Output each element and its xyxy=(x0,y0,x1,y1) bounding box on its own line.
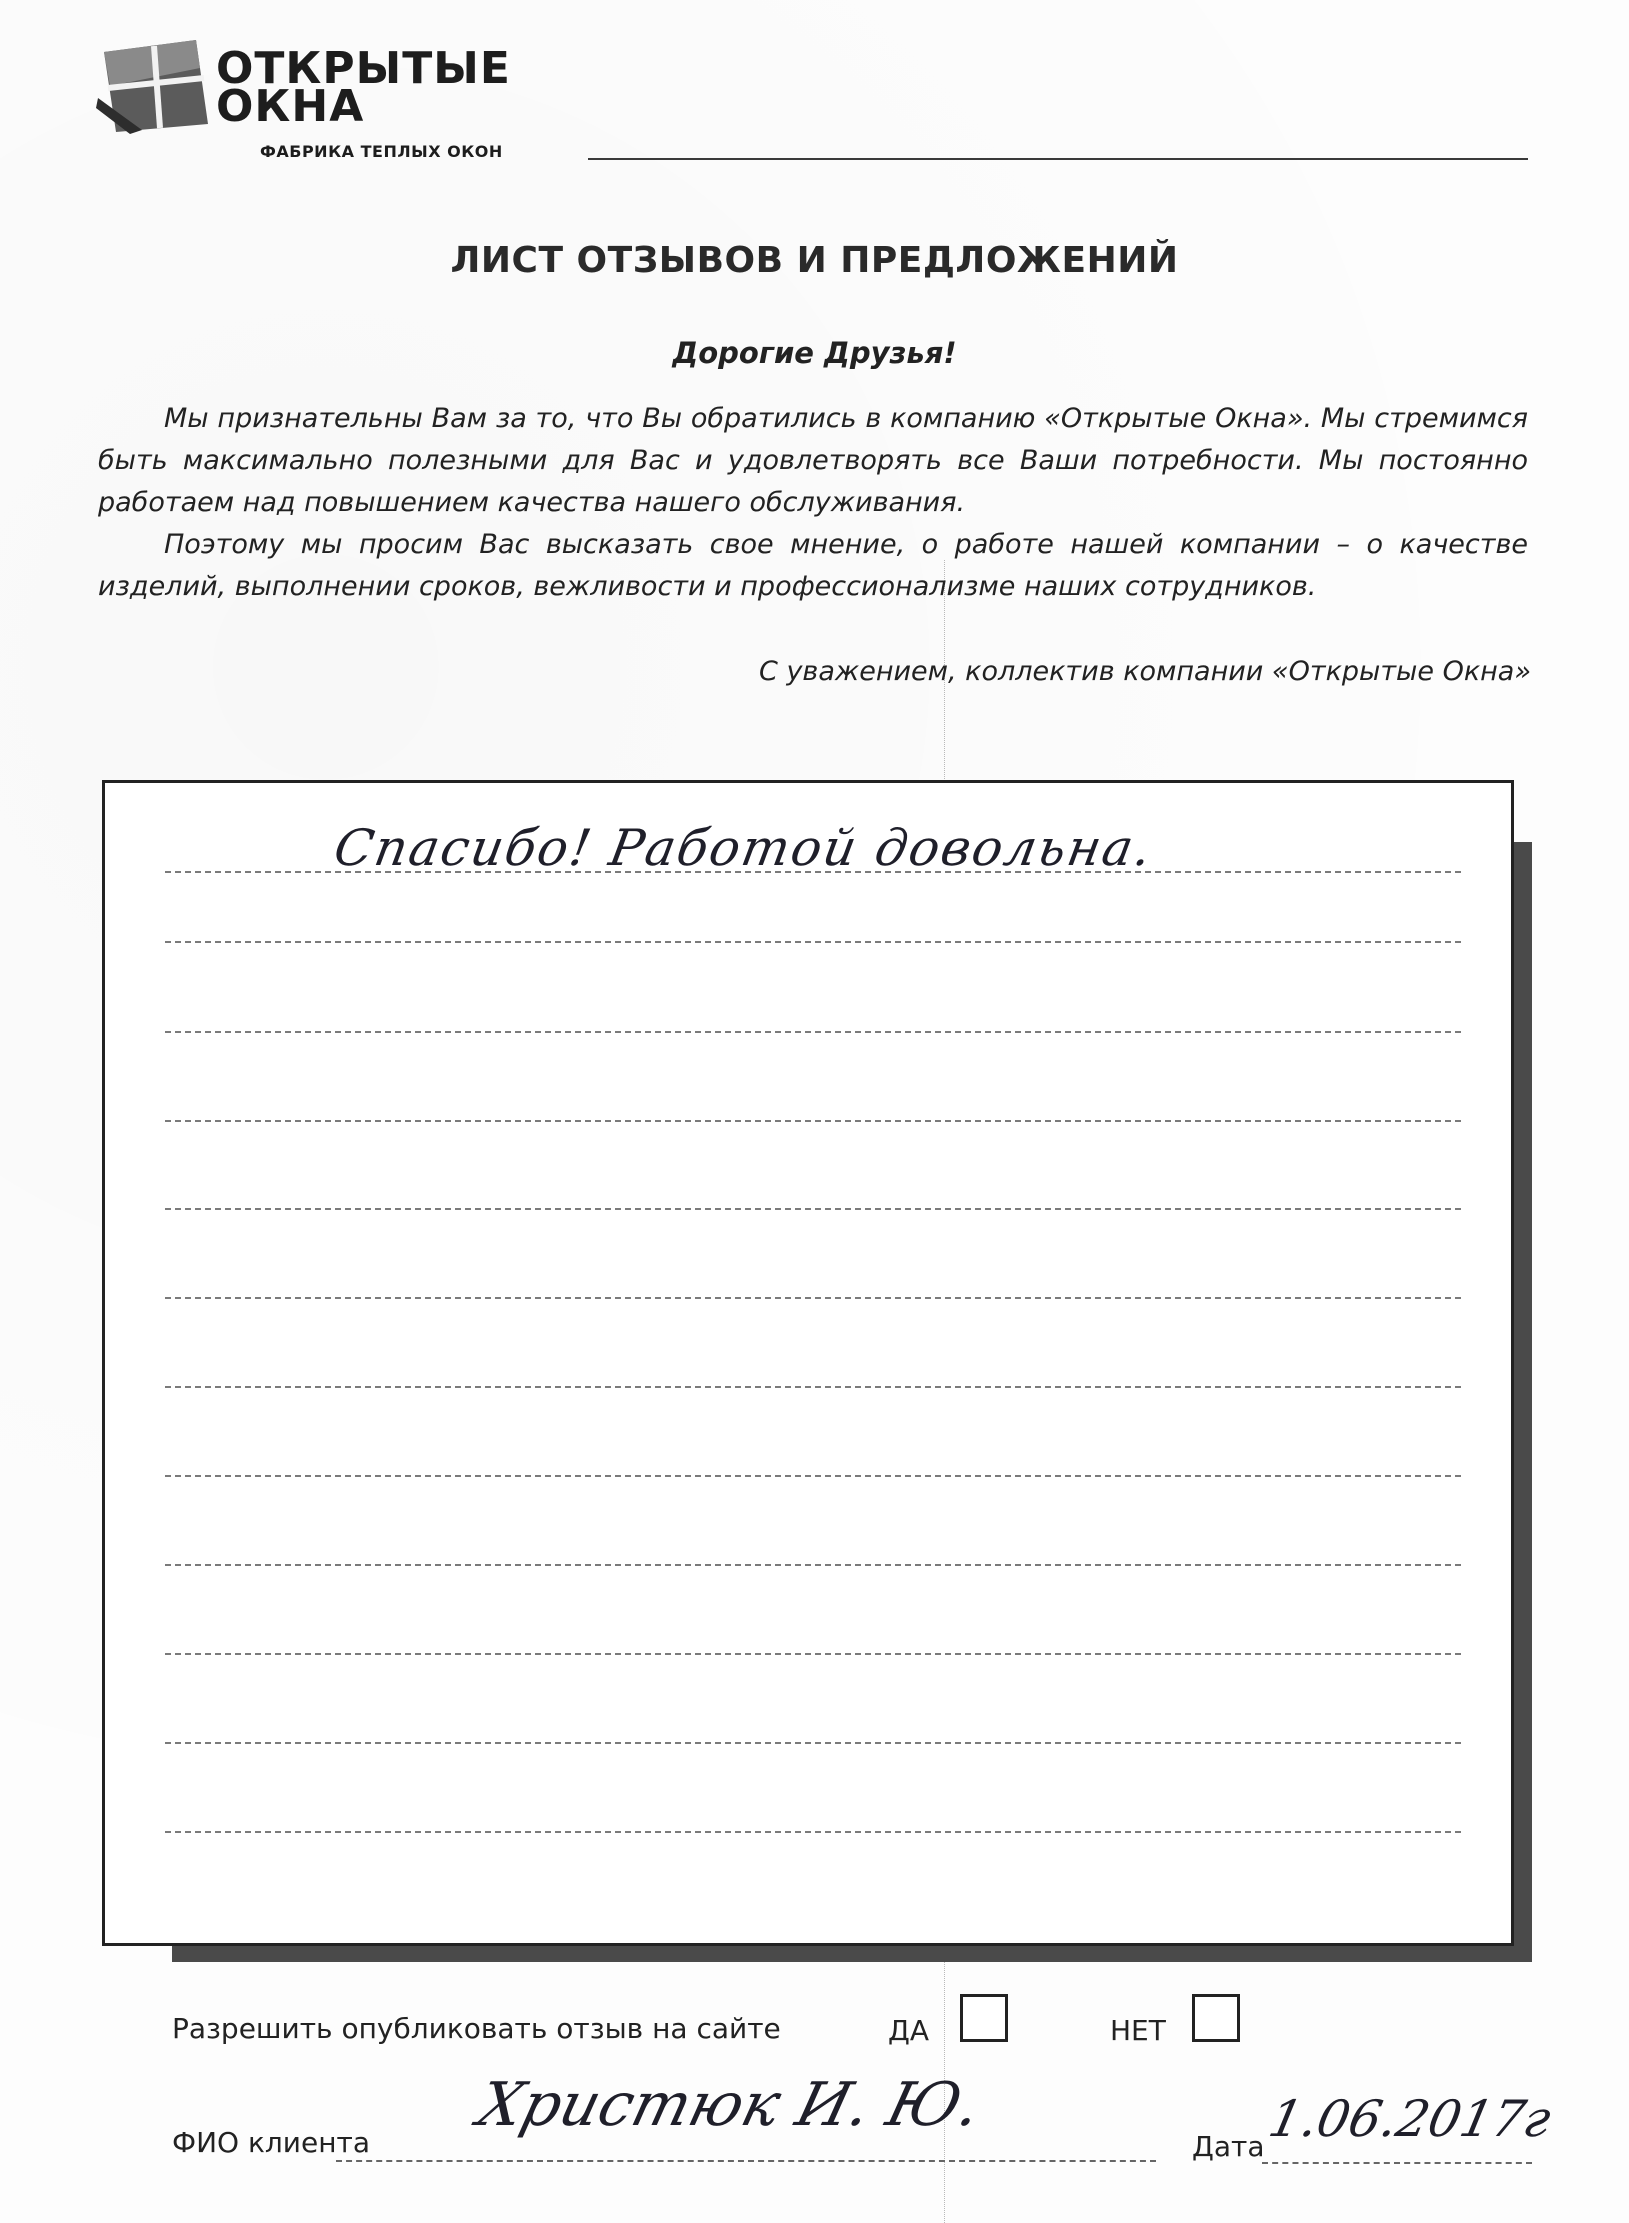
signoff: С уважением, коллектив компании «Открытые Окна» xyxy=(759,656,1531,687)
client-name-label: ФИО клиента xyxy=(172,2126,370,2159)
publish-consent-label: Разрешить опубликовать отзыв на сайте xyxy=(172,2012,781,2045)
date-label: Дата xyxy=(1192,2130,1265,2163)
handwritten-feedback: Спасибо! Работой довольна. xyxy=(329,819,1158,877)
greeting: Дорогие Друзья! xyxy=(672,336,957,370)
writing-line xyxy=(165,1120,1461,1122)
writing-line xyxy=(165,1564,1461,1566)
no-label: НЕТ xyxy=(1110,2014,1166,2047)
brand-line-2: ОКНА xyxy=(216,81,365,132)
brand-tagline: ФАБРИКА ТЕПЛЫХ ОКОН xyxy=(260,142,503,161)
brand-name xyxy=(216,43,536,132)
writing-line xyxy=(165,1475,1461,1477)
writing-line xyxy=(165,1742,1461,1744)
writing-line xyxy=(165,1653,1461,1655)
writing-line xyxy=(165,1031,1461,1033)
document-title: ЛИСТ ОТЗЫВОВ И ПРЕДЛОЖЕНИЙ xyxy=(450,240,1179,281)
intro-paragraph-1: Мы признательны Вам за то, что Вы обратились в компанию «Открытые Окна». Мы стремимся быть максимально полезными для Вас и удовлетворять все Ваши потребности. Мы постоянно работаем над повышением качества нашего обслуживания. xyxy=(98,403,1528,518)
writing-line xyxy=(165,1831,1461,1833)
intro-text xyxy=(98,398,1528,608)
brand-line-1: ОТКРЫТЫЕ xyxy=(216,43,511,94)
header-divider xyxy=(588,158,1528,160)
date-line xyxy=(1262,2162,1532,2164)
feedback-box[interactable] xyxy=(102,780,1514,1946)
client-name-line xyxy=(336,2160,1156,2162)
writing-line xyxy=(165,1386,1461,1388)
writing-line xyxy=(165,941,1461,943)
company-logo xyxy=(96,38,536,168)
intro-paragraph-2: Поэтому мы просим Вас высказать свое мнение, о работе нашей компании – о качестве изделий, выполнении сроков, вежливости и профессионализме наших сотрудников. xyxy=(98,529,1528,602)
client-name-field[interactable]: Христюк И. Ю. xyxy=(471,2070,988,2140)
date-field[interactable]: 1.06.2017г xyxy=(1263,2090,1556,2148)
yes-label: ДА xyxy=(888,2014,930,2047)
writing-line xyxy=(165,1208,1461,1210)
yes-checkbox[interactable] xyxy=(960,1994,1008,2042)
writing-line xyxy=(165,1297,1461,1299)
window-pane-logo-icon xyxy=(96,38,214,134)
no-checkbox[interactable] xyxy=(1192,1994,1240,2042)
